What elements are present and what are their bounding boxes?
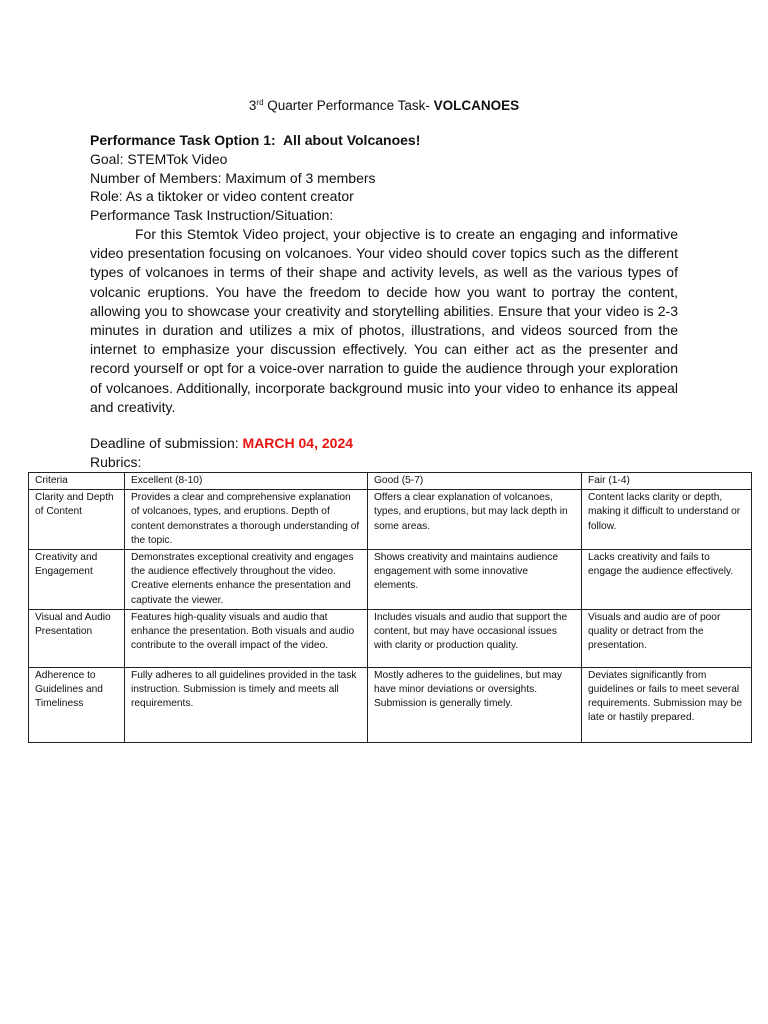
deadline-value: MARCH 04, 2024 [242,435,354,451]
document-title [0,94,768,115]
deadline-label: Deadline of submission: [90,435,243,451]
table-row [29,490,752,550]
good-cell: Offers a clear explanation of volcanoes, types, and eruptions, but may lack depth in some areas. [368,490,582,550]
header-excellent: Excellent (8-10) [125,473,368,490]
excellent-cell: Fully adheres to all guidelines provided in the task instruction. Submission is timely and meets all requirements. [125,667,368,742]
instruction-paragraph: For this Stemtok Video project, your objective is to create an engaging and informative video presentation focusing on volcanoes. Your video should cover topics such as the different types of volcanoes in terms of their shape and activity levels, as well as the various types of volcanic eruptions. You have the freedom to decide how you want to portray the content, allowing you to showcase your creativity and storytelling abilities. Ensure that your video is 2-3 minutes in duration and utilizes a mix of photos, illustrations, and videos sourced from the internet to emphasize your discussion effectively. You can either act as the presenter and record yourself or opt for a voice-over narration to guide the audience through your exploration of volcanoes. Additionally, incorporate background music into your video to enhance its appeal and creativity. [90,225,678,415]
criteria-cell: Creativity and Engagement [29,550,125,610]
deadline-line [90,434,678,453]
good-cell: Shows creativity and maintains audience engagement with some innovative elements. [368,550,582,610]
header-good: Good (5-7) [368,473,582,490]
criteria-cell: Adherence to Guidelines and Timeliness [29,667,125,742]
rubrics-label: Rubrics: [90,453,142,470]
deadline-block [90,434,678,472]
criteria-cell: Visual and Audio Presentation [29,609,125,667]
task-details [90,131,678,417]
good-cell: Includes visuals and audio that support the content, but may have occasional issues with clarity or production quality. [368,609,582,667]
table-row [29,609,752,667]
good-cell: Mostly adheres to the guidelines, but may have minor deviations or oversights. Submission is generally timely. [368,667,582,742]
excellent-cell: Provides a clear and comprehensive explanation of volcanoes, types, and eruptions. Depth of content demonstrates a thorough understanding of the topic. [125,490,368,550]
excellent-cell: Features high-quality visuals and audio that enhance the presentation. Both visuals and audio contribute to the overall impact of the video. [125,609,368,667]
fair-cell: Deviates significantly from guidelines or fails to meet several requirements. Submission may be late or hastily prepared. [582,667,752,742]
instruction-heading: Performance Task Instruction/Situation: [90,207,334,224]
goal-line: Goal: STEMTok Video [90,150,228,167]
title-ordinal-suffix: rd [256,98,264,107]
rubric-table [28,472,752,743]
role-line: Role: As a tiktoker or video content creator [90,188,354,205]
table-row [29,550,752,610]
title-number: 3 [248,98,257,113]
rubric-header-row [29,473,752,490]
members-line: Number of Members: Maximum of 3 members [90,169,376,186]
criteria-cell: Clarity and Depth of Content [29,490,125,550]
table-row [29,667,752,742]
title-topic: VOLCANOES [433,98,520,113]
header-fair: Fair (1-4) [582,473,752,490]
excellent-cell: Demonstrates exceptional creativity and engages the audience effectively throughout the video. Creative elements enhance the presentation and captivate the viewer. [125,550,368,610]
fair-cell: Lacks creativity and fails to engage the audience effectively. [582,550,752,610]
header-criteria: Criteria [29,473,125,490]
option-heading: Performance Task Option 1: All about Volcanoes! [90,132,421,148]
fair-cell: Visuals and audio are of poor quality or detract from the presentation. [582,609,752,667]
fair-cell: Content lacks clarity or depth, making it difficult to understand or follow. [582,490,752,550]
title-text: Quarter Performance Task- [263,98,434,113]
